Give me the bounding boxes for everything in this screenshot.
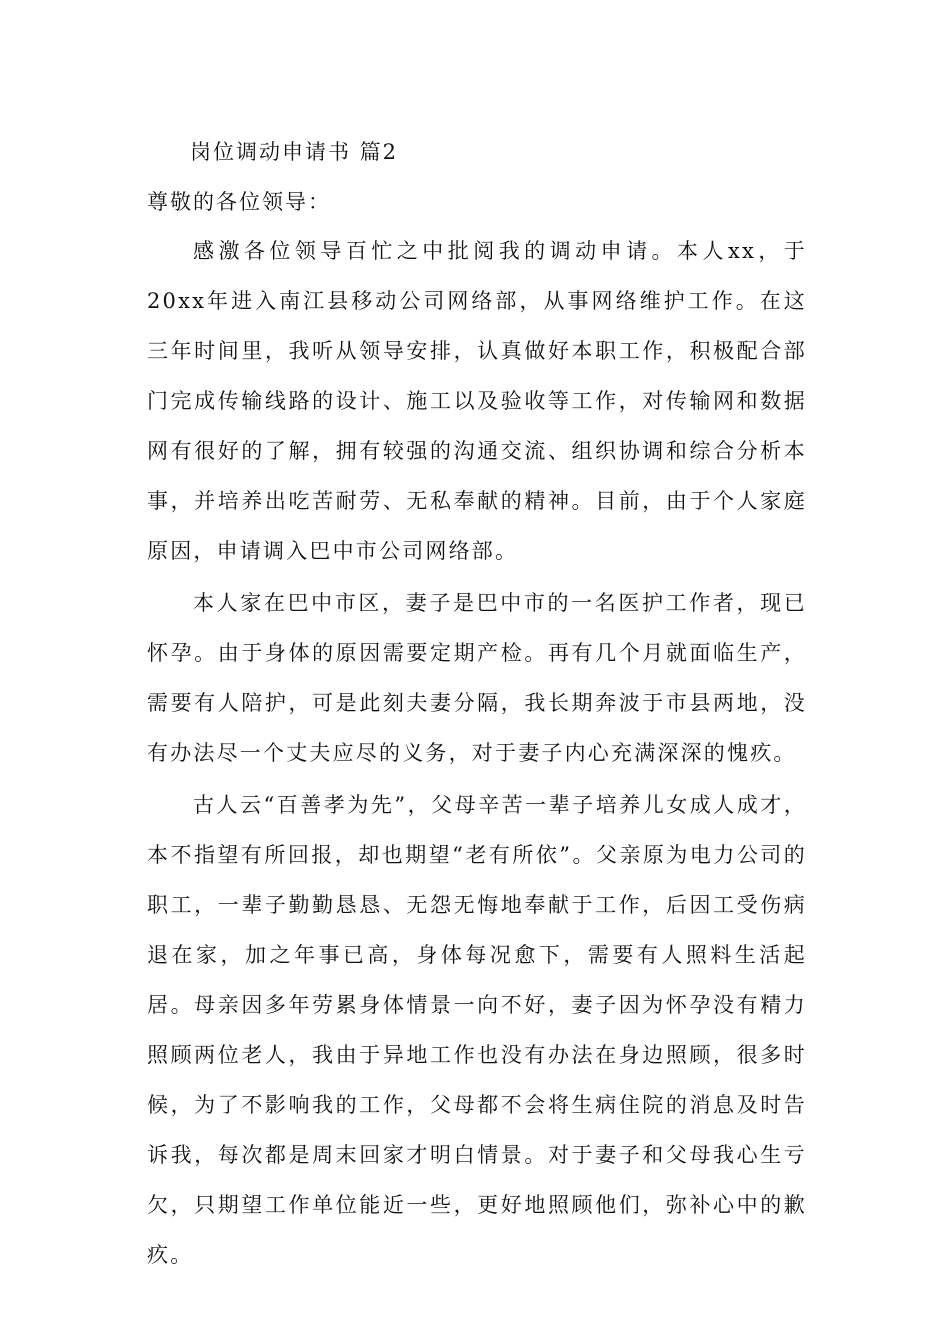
paragraph-intro: 感激各位领导百忙之中批阅我的调动申请。本人xx，于20xx年进入南江县移动公司网络部，从事网络维护工作。在这三年时间里，我听从领导安排，认真做好本职工作，积极配合部门完成传输线路的设计、施工以及验收等工作，对传输网和数据网有很好的了解，拥有较强的沟通交流、组织协调和综合分析本事，并培养出吃苦耐劳、无私奉献的精神。目前，由于个人家庭原因，申请调入巴中市公司网络部。 <box>147 239 807 563</box>
document-page <box>147 132 807 1282</box>
paragraph-family-parents: 古人云“百善孝为先”，父母辛苦一辈子培养儿女成人成才，本不指望有所回报，却也期望“老有所依”。父亲原为电力公司的职工，一辈子勤勤恳恳、无怨无悔地奉献于工作，后因工受伤病退在家，加之年事已高，身体每况愈下，需要有人照料生活起居。母亲因多年劳累身体情景一向不好，妻子因为怀孕没有精力照顾两位老人，我由于异地工作也没有办法在身边照顾，很多时候，为了不影响我的工作，父母都不会将生病住院的消息及时告诉我，每次都是周末回家才明白情景。对于妻子和父母我心生亏欠，只期望工作单位能近一些，更好地照顾他们，弥补心中的歉疚。 <box>147 793 807 1267</box>
document-title: 岗位调动申请书 篇2 <box>190 140 399 164</box>
salutation: 尊敬的各位领导： <box>147 190 331 214</box>
paragraph-family-wife: 本人家在巴中市区，妻子是巴中市的一名医护工作者，现已怀孕。由于身体的原因需要定期产检。再有几个月就面临生产，需要有人陪护，可是此刻夫妻分隔，我长期奔波于市县两地，没有办法尽一个丈夫应尽的义务，对于妻子内心充满深深的愧疚。 <box>147 591 807 765</box>
